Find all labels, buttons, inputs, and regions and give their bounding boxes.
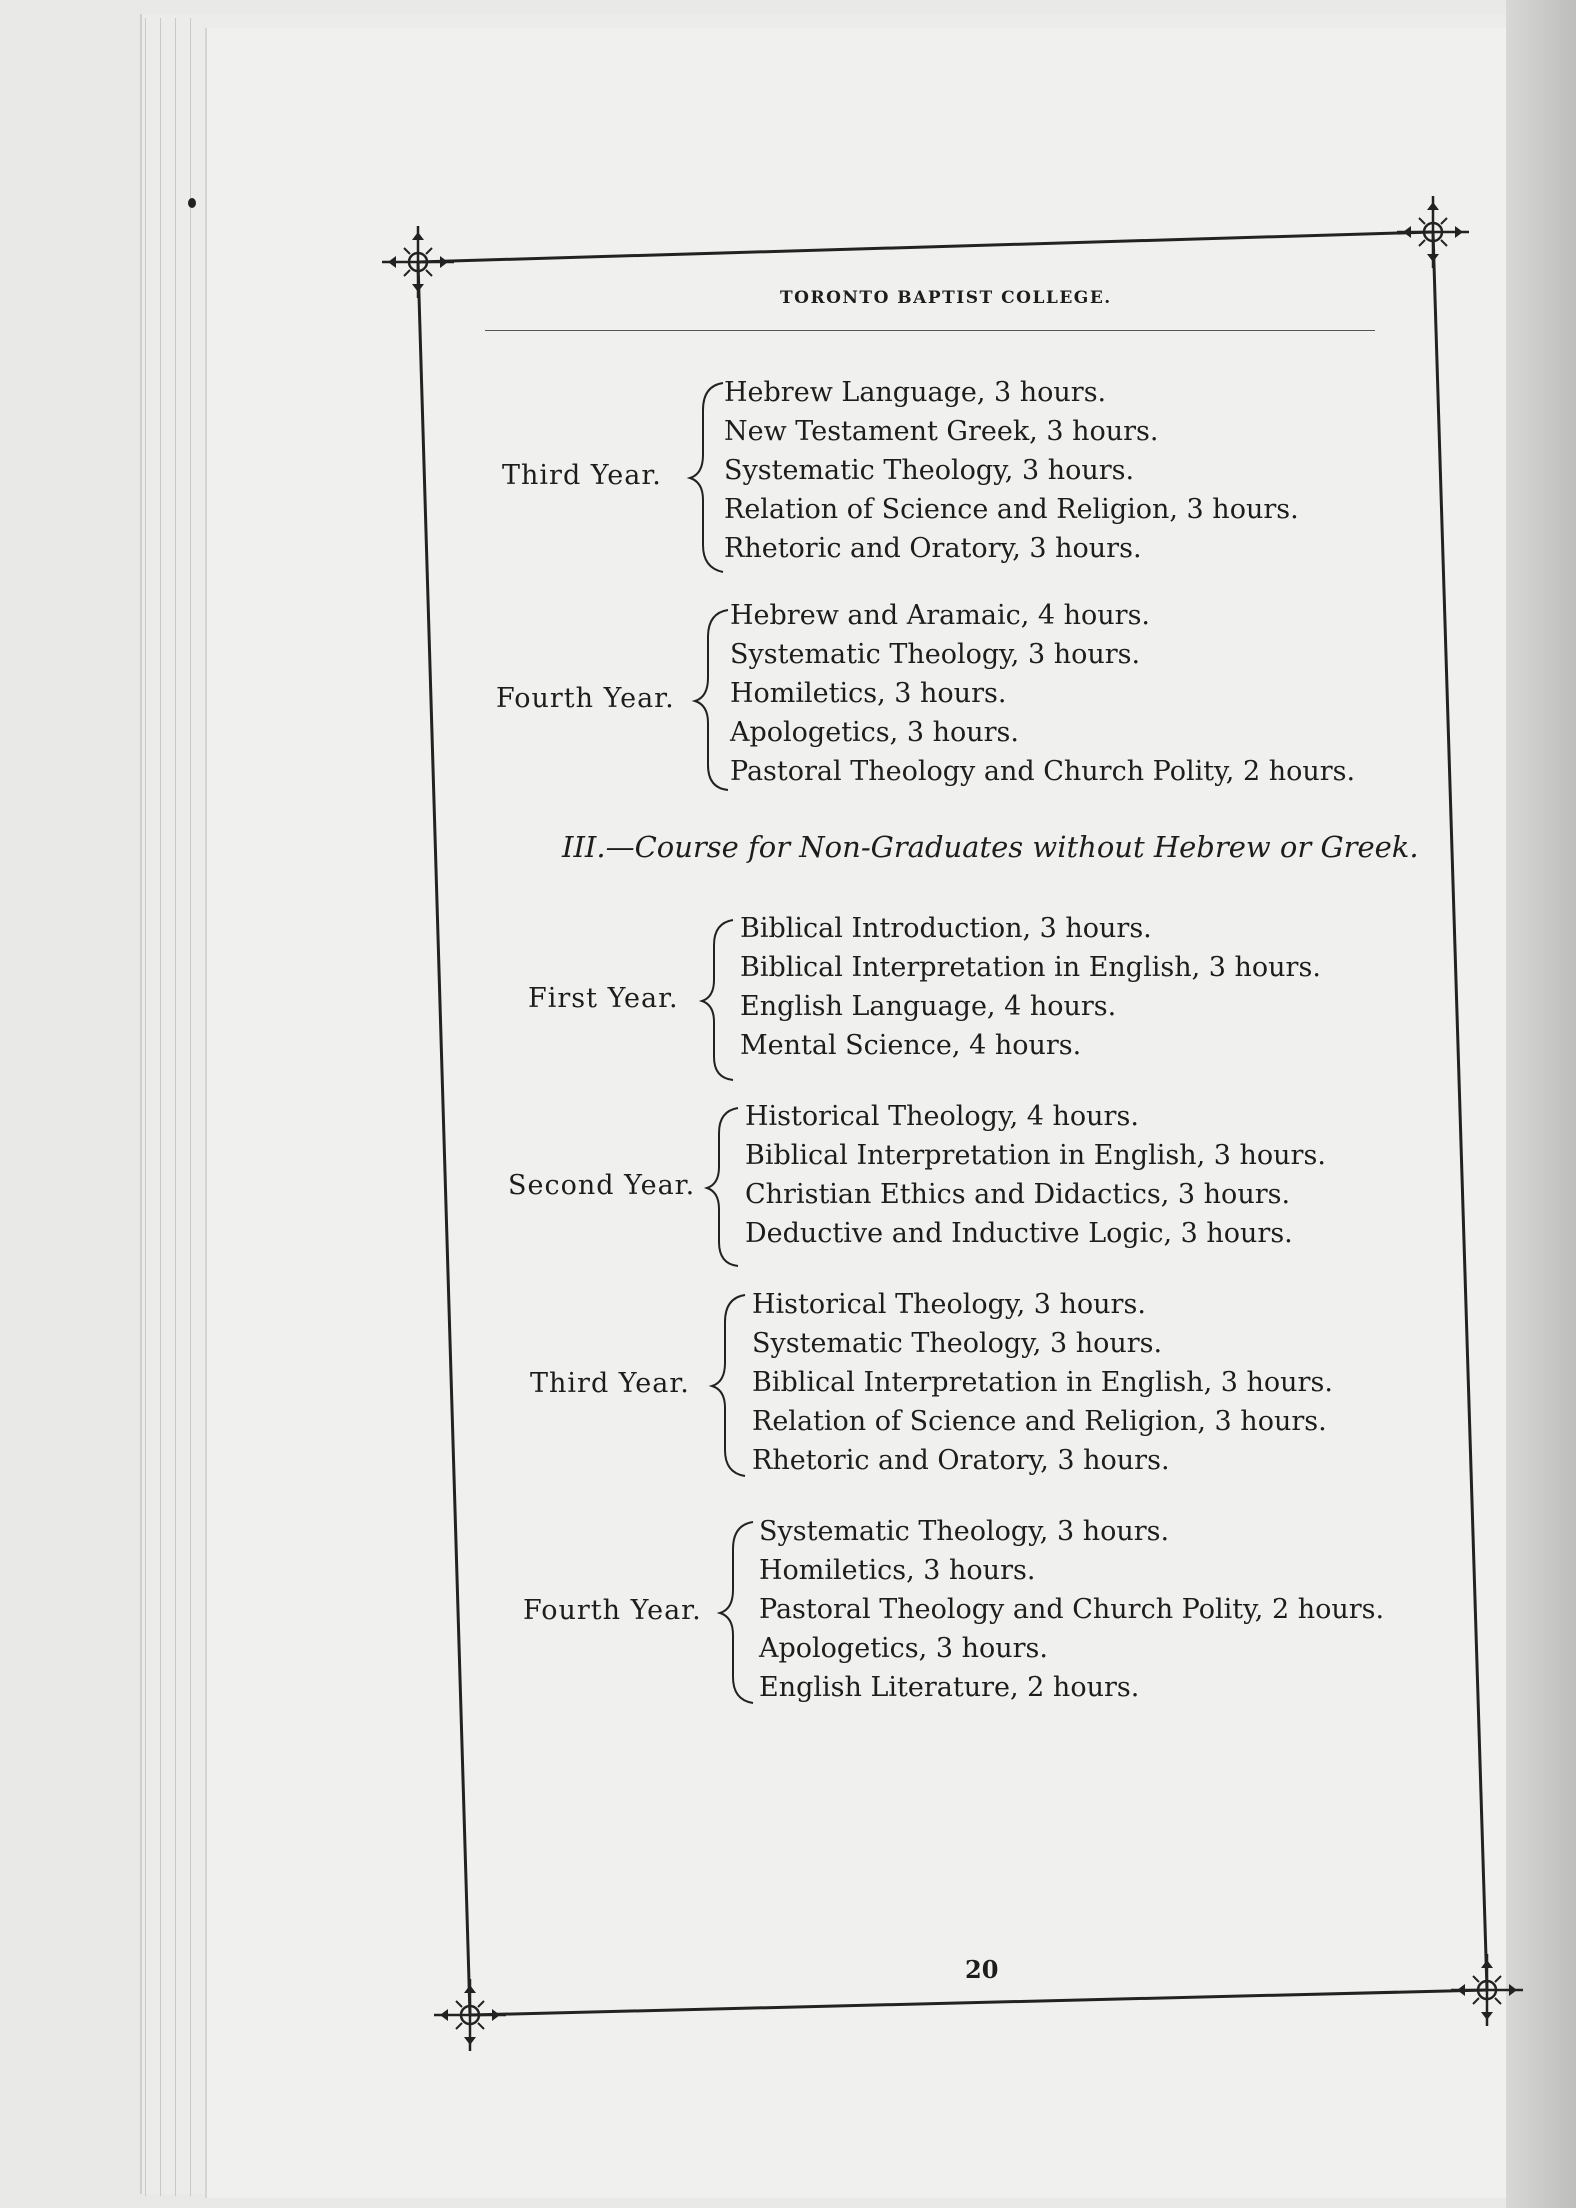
course-item: Christian Ethics and Didactics, 3 hours. — [745, 1179, 1291, 1210]
course-item: Hebrew and Aramaic, 4 hours. — [730, 600, 1151, 631]
course-item: Biblical Interpretation in English, 3 hours. — [745, 1140, 1326, 1171]
year-label: First Year. — [528, 983, 679, 1014]
header-rule — [485, 330, 1375, 331]
course-list — [745, 1097, 1326, 1253]
page-number: 20 — [965, 1955, 999, 1984]
corner-ornament-bottom-right — [1451, 1954, 1523, 2026]
course-item: Pastoral Theology and Church Polity, 2 hours. — [759, 1594, 1385, 1625]
year-label: Second Year. — [508, 1170, 696, 1201]
course-list — [759, 1512, 1384, 1707]
course-item: Mental Science, 4 hours. — [740, 1030, 1082, 1061]
course-item: Rhetoric and Oratory, 3 hours. — [724, 533, 1142, 564]
course-item: Homiletics, 3 hours. — [759, 1555, 1036, 1586]
course-item: Relation of Science and Religion, 3 hours. — [724, 494, 1299, 525]
corner-ornament-bottom-left — [434, 1979, 506, 2051]
course-item: Deductive and Inductive Logic, 3 hours. — [745, 1218, 1293, 1249]
course-item: Historical Theology, 4 hours. — [745, 1101, 1139, 1132]
course-item: Biblical Interpretation in English, 3 hours. — [740, 952, 1321, 983]
course-item: Homiletics, 3 hours. — [730, 678, 1007, 709]
course-item: Rhetoric and Oratory, 3 hours. — [752, 1445, 1170, 1476]
course-item: Systematic Theology, 3 hours. — [730, 639, 1141, 670]
course-item: Apologetics, 3 hours. — [759, 1633, 1048, 1664]
course-item: Relation of Science and Religion, 3 hours. — [752, 1406, 1327, 1437]
course-item: Systematic Theology, 3 hours. — [759, 1516, 1170, 1547]
course-item: Apologetics, 3 hours. — [730, 717, 1019, 748]
section-heading: III.—Course for Non-Graduates without Hebrew or Greek. — [562, 830, 1419, 864]
corner-ornament-top-left — [382, 226, 454, 298]
course-item: New Testament Greek, 3 hours. — [724, 416, 1159, 447]
course-list — [724, 373, 1299, 568]
year-label: Fourth Year. — [523, 1595, 702, 1626]
course-item: English Literature, 2 hours. — [759, 1672, 1140, 1703]
course-list — [730, 596, 1355, 791]
course-item: Biblical Introduction, 3 hours. — [740, 913, 1152, 944]
running-head: TORONTO BAPTIST COLLEGE. — [780, 288, 1112, 308]
course-item: Hebrew Language, 3 hours. — [724, 377, 1107, 408]
course-list — [752, 1285, 1333, 1480]
course-item: Systematic Theology, 3 hours. — [724, 455, 1135, 486]
year-label: Fourth Year. — [496, 683, 675, 714]
course-item: Systematic Theology, 3 hours. — [752, 1328, 1163, 1359]
year-label: Third Year. — [530, 1368, 690, 1399]
corner-ornament-top-right — [1397, 196, 1469, 268]
course-list — [740, 909, 1321, 1065]
course-item: Pastoral Theology and Church Polity, 2 hours. — [730, 756, 1356, 787]
course-item: Historical Theology, 3 hours. — [752, 1289, 1146, 1320]
year-label: Third Year. — [502, 460, 662, 491]
course-item: English Language, 4 hours. — [740, 991, 1117, 1022]
course-item: Biblical Interpretation in English, 3 hours. — [752, 1367, 1333, 1398]
